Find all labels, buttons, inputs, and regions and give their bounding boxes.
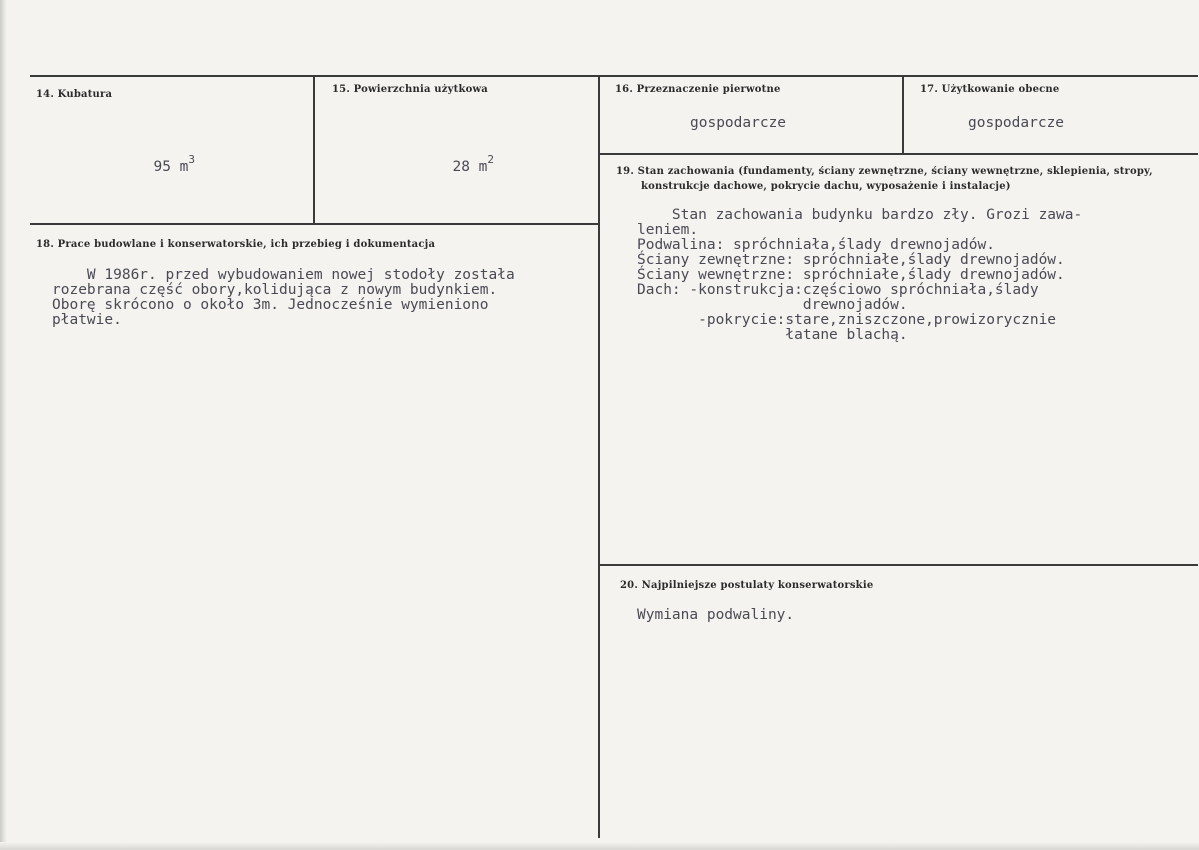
section-20-label: 20. Najpilniejsze postulaty konserwatorskie <box>620 580 874 591</box>
main-divider <box>598 75 600 838</box>
rule-above-20 <box>598 564 1198 566</box>
text-line: łatane blachą. <box>637 327 908 343</box>
section-16-value: gospodarcze <box>690 115 787 131</box>
text-line: płatwie. <box>52 312 122 328</box>
section-15-label: 15. Powierzchnia użytkowa <box>332 84 488 95</box>
section-17-value: gospodarcze <box>968 115 1065 131</box>
rule-under-14-15 <box>30 223 598 225</box>
text-line: W 1986r. przed wybudowaniem nowej stodoły została <box>52 267 515 283</box>
text-line: Podwalina: spróchniała,ślady drewnojadów. <box>637 237 995 253</box>
section-19-label-line2: konstrukcje dachowe, pokrycie dachu, wyposażenie i instalacje) <box>641 181 1011 192</box>
rule-under-16-17 <box>598 153 1198 155</box>
divider-16-17 <box>902 75 904 154</box>
divider-14-15 <box>313 75 315 224</box>
section-14-label: 14. Kubatura <box>36 89 113 100</box>
text-line: Oborę skrócono o około 3m. Jednocześnie wymieniono <box>52 297 489 313</box>
section-18-label: 18. Prace budowlane i konserwatorskie, ich przebieg i dokumentacja <box>36 239 436 250</box>
text-line: rozebrana część obory,kolidująca z nowym budynkiem. <box>52 282 498 298</box>
top-rule <box>30 75 1198 77</box>
section-17-label: 17. Użytkowanie obecne <box>920 84 1060 95</box>
section-15-value <box>435 139 494 175</box>
section-19-label-line1: 19. Stan zachowania (fundamenty, ściany zewnętrzne, ściany wewnętrzne, sklepienia, stropy, <box>616 166 1153 177</box>
section-18-text <box>52 268 515 328</box>
powierzchnia-number: 28 <box>452 158 470 175</box>
text-line: leniem. <box>637 222 699 238</box>
section-16-label: 16. Przeznaczenie pierwotne <box>615 84 781 95</box>
text-line: drewnojadów. <box>637 297 908 313</box>
kubatura-number: 95 <box>153 158 171 175</box>
text-line: Ściany zewnętrzne: spróchniałe,ślady drewnojadów. <box>637 252 1065 268</box>
text-line: Ściany wewnętrzne: spróchniałe,ślady drewnojadów. <box>637 267 1065 283</box>
kubatura-unit: $m^3$ <box>179 153 196 175</box>
powierzchnia-unit: $m^2$ <box>478 153 495 175</box>
text-line: Stan zachowania budynku bardzo zły. Grozi zawa- <box>637 207 1083 223</box>
section-14-value <box>136 139 195 175</box>
section-19-text <box>637 208 1082 343</box>
text-line: Dach: -konstrukcja:częściowo spróchniała,ślady <box>637 282 1039 298</box>
card-left-edge <box>0 0 7 850</box>
card-bottom-edge <box>0 842 1199 850</box>
text-line: -pokrycie:stare,zniszczone,prowizorycznie <box>637 312 1057 328</box>
section-20-value: Wymiana podwaliny. <box>637 607 795 623</box>
